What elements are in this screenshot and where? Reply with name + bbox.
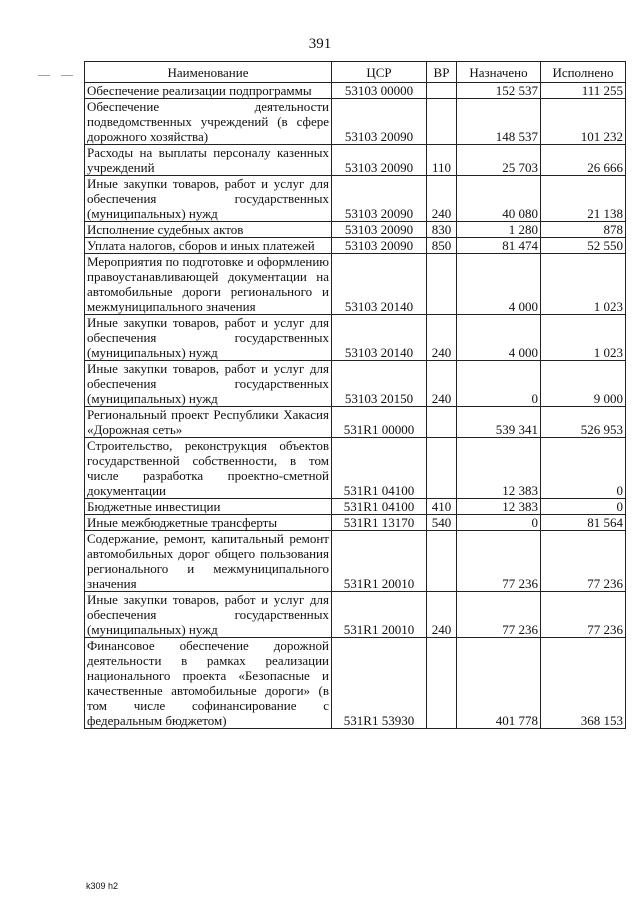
row-csr: 53103 20090 [332, 99, 427, 145]
row-executed: 77 236 [541, 531, 626, 592]
row-assigned: 40 080 [457, 176, 541, 222]
row-executed: 52 550 [541, 238, 626, 254]
table-header-row [85, 62, 626, 83]
table-row [85, 176, 626, 222]
row-name: Региональный проект Республики Хакасия «Дорожная сеть» [85, 407, 332, 438]
footer-code: k309 h2 [86, 881, 119, 891]
row-name: Обеспечение деятельности подведомственных учреждений (в сфере дорожного хозяйства) [85, 99, 332, 145]
row-name: Обеспечение реализации подпрограммы [85, 83, 332, 99]
row-executed: 0 [541, 438, 626, 499]
row-executed: 21 138 [541, 176, 626, 222]
row-assigned: 81 474 [457, 238, 541, 254]
table-row [85, 499, 626, 515]
row-name: Финансовое обеспечение дорожной деятельности в рамках реализации национального проекта «Безопасные и качественные автомобильные дороги» (в том числе софинансирование с федеральным бюджетом) [85, 638, 332, 729]
row-executed: 26 666 [541, 145, 626, 176]
table-row [85, 83, 626, 99]
row-assigned: 0 [457, 515, 541, 531]
row-csr: 531R1 00000 [332, 407, 427, 438]
row-vr: 850 [427, 238, 457, 254]
table-row [85, 315, 626, 361]
row-assigned: 12 383 [457, 499, 541, 515]
row-assigned: 152 537 [457, 83, 541, 99]
budget-table [84, 61, 626, 729]
row-assigned: 25 703 [457, 145, 541, 176]
row-vr: 240 [427, 592, 457, 638]
table-row [85, 99, 626, 145]
row-vr: 240 [427, 361, 457, 407]
row-executed: 77 236 [541, 592, 626, 638]
table-row [85, 515, 626, 531]
row-name: Исполнение судебных актов [85, 222, 332, 238]
row-executed: 878 [541, 222, 626, 238]
row-name: Уплата налогов, сборов и иных платежей [85, 238, 332, 254]
table-row [85, 638, 626, 729]
row-vr [427, 407, 457, 438]
table-row [85, 254, 626, 315]
table-row [85, 145, 626, 176]
row-name: Иные межбюджетные трансферты [85, 515, 332, 531]
header-vr: ВР [427, 62, 457, 83]
row-vr: 240 [427, 176, 457, 222]
header-csr: ЦСР [332, 62, 427, 83]
row-vr [427, 83, 457, 99]
table-row [85, 438, 626, 499]
row-executed: 111 255 [541, 83, 626, 99]
row-csr: 53103 20140 [332, 254, 427, 315]
row-assigned: 12 383 [457, 438, 541, 499]
row-csr: 53103 00000 [332, 83, 427, 99]
row-name: Иные закупки товаров, работ и услуг для обеспечения государственных (муниципальных) нужд [85, 315, 332, 361]
row-assigned: 4 000 [457, 315, 541, 361]
table-row [85, 592, 626, 638]
row-csr: 531R1 20010 [332, 592, 427, 638]
row-vr: 110 [427, 145, 457, 176]
row-assigned: 77 236 [457, 592, 541, 638]
row-name: Расходы на выплаты персоналу казенных учреждений [85, 145, 332, 176]
row-csr: 53103 20150 [332, 361, 427, 407]
row-vr [427, 254, 457, 315]
row-vr: 540 [427, 515, 457, 531]
row-csr: 53103 20140 [332, 315, 427, 361]
row-executed: 1 023 [541, 315, 626, 361]
row-assigned: 4 000 [457, 254, 541, 315]
row-assigned: 148 537 [457, 99, 541, 145]
row-name: Содержание, ремонт, капитальный ремонт автомобильных дорог общего пользования регионального и межмуниципального значения [85, 531, 332, 592]
row-vr [427, 99, 457, 145]
row-assigned: 401 778 [457, 638, 541, 729]
corner-mark: — — [38, 67, 77, 81]
row-assigned: 77 236 [457, 531, 541, 592]
row-vr: 830 [427, 222, 457, 238]
row-csr: 53103 20090 [332, 238, 427, 254]
header-assigned: Назначено [457, 62, 541, 83]
row-vr [427, 531, 457, 592]
row-assigned: 0 [457, 361, 541, 407]
row-assigned: 539 341 [457, 407, 541, 438]
table-row [85, 361, 626, 407]
row-vr: 240 [427, 315, 457, 361]
row-vr [427, 438, 457, 499]
row-csr: 53103 20090 [332, 145, 427, 176]
row-executed: 368 153 [541, 638, 626, 729]
row-vr [427, 638, 457, 729]
row-executed: 9 000 [541, 361, 626, 407]
row-csr: 531R1 53930 [332, 638, 427, 729]
row-csr: 531R1 04100 [332, 438, 427, 499]
table-row [85, 407, 626, 438]
header-name: Наименование [85, 62, 332, 83]
row-vr: 410 [427, 499, 457, 515]
row-name: Иные закупки товаров, работ и услуг для обеспечения государственных (муниципальных) нужд [85, 361, 332, 407]
row-executed: 0 [541, 499, 626, 515]
row-name: Мероприятия по подготовке и оформлению правоустанавливающей документации на автомобильные дороги регионального и межмуниципального значения [85, 254, 332, 315]
row-name: Иные закупки товаров, работ и услуг для обеспечения государственных (муниципальных) нужд [85, 592, 332, 638]
row-executed: 526 953 [541, 407, 626, 438]
table-row [85, 238, 626, 254]
header-executed: Исполнено [541, 62, 626, 83]
row-csr: 531R1 20010 [332, 531, 427, 592]
table-row [85, 531, 626, 592]
table-row [85, 222, 626, 238]
row-csr: 53103 20090 [332, 176, 427, 222]
row-executed: 101 232 [541, 99, 626, 145]
row-name: Бюджетные инвестиции [85, 499, 332, 515]
page-number: 391 [308, 36, 332, 52]
row-executed: 1 023 [541, 254, 626, 315]
row-name: Иные закупки товаров, работ и услуг для обеспечения государственных (муниципальных) нужд [85, 176, 332, 222]
row-executed: 81 564 [541, 515, 626, 531]
row-csr: 53103 20090 [332, 222, 427, 238]
row-csr: 531R1 13170 [332, 515, 427, 531]
row-assigned: 1 280 [457, 222, 541, 238]
row-csr: 531R1 04100 [332, 499, 427, 515]
row-name: Строительство, реконструкция объектов государственной собственности, в том числе разработка проектно-сметной документации [85, 438, 332, 499]
